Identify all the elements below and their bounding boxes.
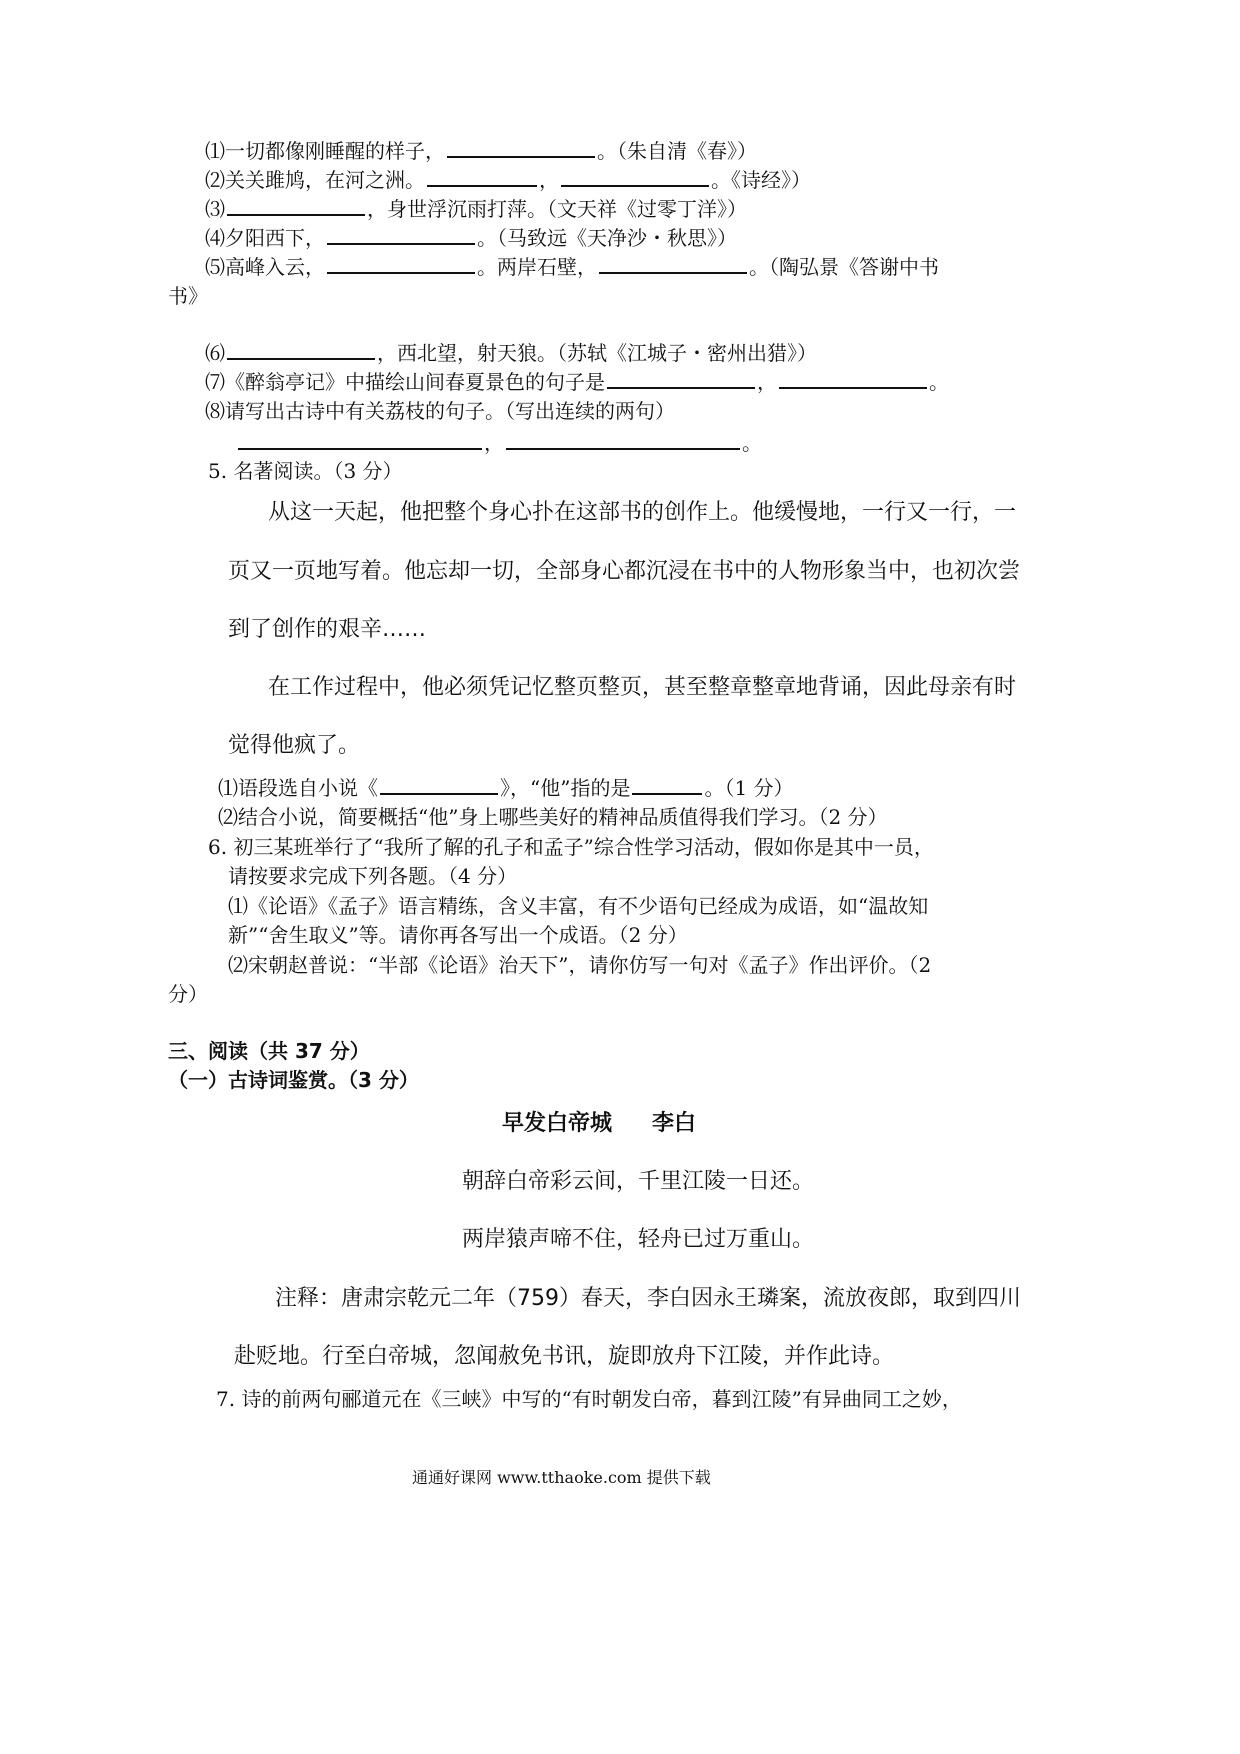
answer-blank[interactable] [427,167,537,187]
q5-sub-1-prefix: ⑴语段选自小说《 [218,776,378,800]
answer-blank[interactable] [506,430,740,450]
q6-line: 6. 初三某班举行了“我所了解的孔子和孟子”综合性学习活动，假如你是其中一员， [208,835,934,859]
q4-item-8: ⑻请写出古诗中有关荔枝的句子。（写出连续的两句） [205,399,675,423]
q4-item-2-suffix: 。《诗经》） [711,168,811,192]
q5-passage-line: 到了创作的艰辛…… [228,617,427,642]
answer-blank[interactable] [327,254,475,274]
q5-sub-1 [218,775,794,801]
poem-note: 赴贬地。行至白帝城，忽闻赦免书讯，旋即放舟下江陵，并作此诗。 [234,1344,895,1369]
q5-passage-line: 从这一天起，他把整个身心扑在这部书的创作上。他缓慢地，一行又一行，一 [268,500,1017,525]
q4-item-3-prefix: ⑶ [205,197,225,221]
q4-item-6-suffix: ，西北望，射天狼。（苏轼《江城子・密州出猎》） [377,341,817,365]
poem-note: 注释：唐肃宗乾元二年（759）春天，李白因永王璘案，流放夜郎，取到四川 [275,1286,1021,1311]
q4-item-6 [205,340,817,366]
q4-item-5-prefix: ⑸高峰入云， [205,255,325,279]
section-heading: 三、阅读（共 37 分） [168,1039,370,1063]
poem-line: 朝辞白帝彩云间，千里江陵一日还。 [462,1169,815,1194]
q5-title: 5. 名著阅读。（3 分） [208,459,403,483]
q4-item-3 [205,196,747,222]
q6-line: ⑴《论语》《孟子》语言精练，含义丰富，有不少语句已经成为成语，如“温故知 [228,894,929,918]
q4-item-7-suffix: 。 [929,370,949,394]
answer-blank[interactable] [227,340,375,360]
q4-item-7-mid: ， [757,370,777,394]
q5-passage-line: 在工作过程中，他必须凭记忆整页整页，甚至整章整章地背诵，因此母亲有时 [268,675,1017,700]
q4-item-5 [205,254,939,280]
q4-item-8-suffix: 。 [742,431,762,455]
subsection-heading: （一）古诗词鉴赏。（3 分） [168,1068,419,1092]
q4-item-2-mid: ， [539,168,559,192]
q4-item-8-answer-line [236,430,762,456]
q6-line: 新”“舍生取义”等。请你再各写出一个成语。（2 分） [228,923,688,947]
q4-item-5-wrap: 书》 [168,284,208,308]
answer-blank[interactable] [447,138,595,158]
answer-blank[interactable] [561,167,709,187]
q4-item-5-mid: 。两岸石壁， [477,255,597,279]
poem-title-line [502,1110,696,1138]
answer-blank[interactable] [238,430,482,450]
q5-sub-1-suffix: 。（1 分） [704,776,794,800]
poem-author: 李白 [652,1111,697,1136]
q4-item-2-prefix: ⑵关关雎鸠，在河之洲。 [205,168,425,192]
answer-blank[interactable] [227,196,365,216]
q4-item-5-suffix: 。（陶弘景《答谢中书 [749,255,939,279]
q4-item-4-prefix: ⑷夕阳西下， [205,226,325,250]
q4-item-1-prefix: ⑴一切都像刚睡醒的样子， [205,139,445,163]
q5-sub-1-mid: 》，“他”指的是 [500,776,631,800]
q4-item-6-prefix: ⑹ [205,341,225,365]
page-footer: 通通好课网 www.tthaoke.com 提供下载 [412,1468,711,1487]
q5-sub-2: ⑵结合小说，简要概括“他”身上哪些美好的精神品质值得我们学习。（2 分） [218,805,888,829]
q6-line: 请按要求完成下列各题。（4 分） [228,864,518,888]
q4-item-1-suffix: 。（朱自清《春》） [597,139,757,163]
q4-item-4-suffix: 。（马致远《天净沙・秋思》） [477,226,737,250]
q6-line: 分） [168,982,208,1006]
q5-passage-line: 页又一页地写着。他忘却一切，全部身心都沉浸在书中的人物形象当中，也初次尝 [228,559,1021,584]
answer-blank[interactable] [607,369,755,389]
q6-line: ⑵宋朝赵普说：“半部《论语》治天下”，请你仿写一句对《孟子》作出评价。（2 [228,953,932,977]
answer-blank[interactable] [380,775,498,795]
q4-item-3-suffix: ，身世浮沉雨打萍。（文天祥《过零丁洋》） [367,197,747,221]
q4-item-8-mid: ， [484,431,504,455]
q5-passage-line: 觉得他疯了。 [228,733,361,758]
answer-blank[interactable] [327,225,475,245]
q4-item-4 [205,225,737,251]
q4-item-1 [205,138,757,164]
answer-blank[interactable] [632,775,702,795]
answer-blank[interactable] [599,254,747,274]
q4-item-2 [205,167,811,193]
poem-line: 两岸猿声啼不住，轻舟已过万重山。 [462,1227,815,1252]
poem-title: 早发白帝城 [502,1111,613,1136]
answer-blank[interactable] [779,369,927,389]
q4-item-7-prefix: ⑺《醉翁亭记》中描绘山间春夏景色的句子是 [205,370,605,394]
q7-line: 7. 诗的前两句郦道元在《三峡》中写的“有时朝发白帝，暮到江陵”有异曲同工之妙， [216,1387,962,1411]
q4-item-7 [205,369,949,395]
